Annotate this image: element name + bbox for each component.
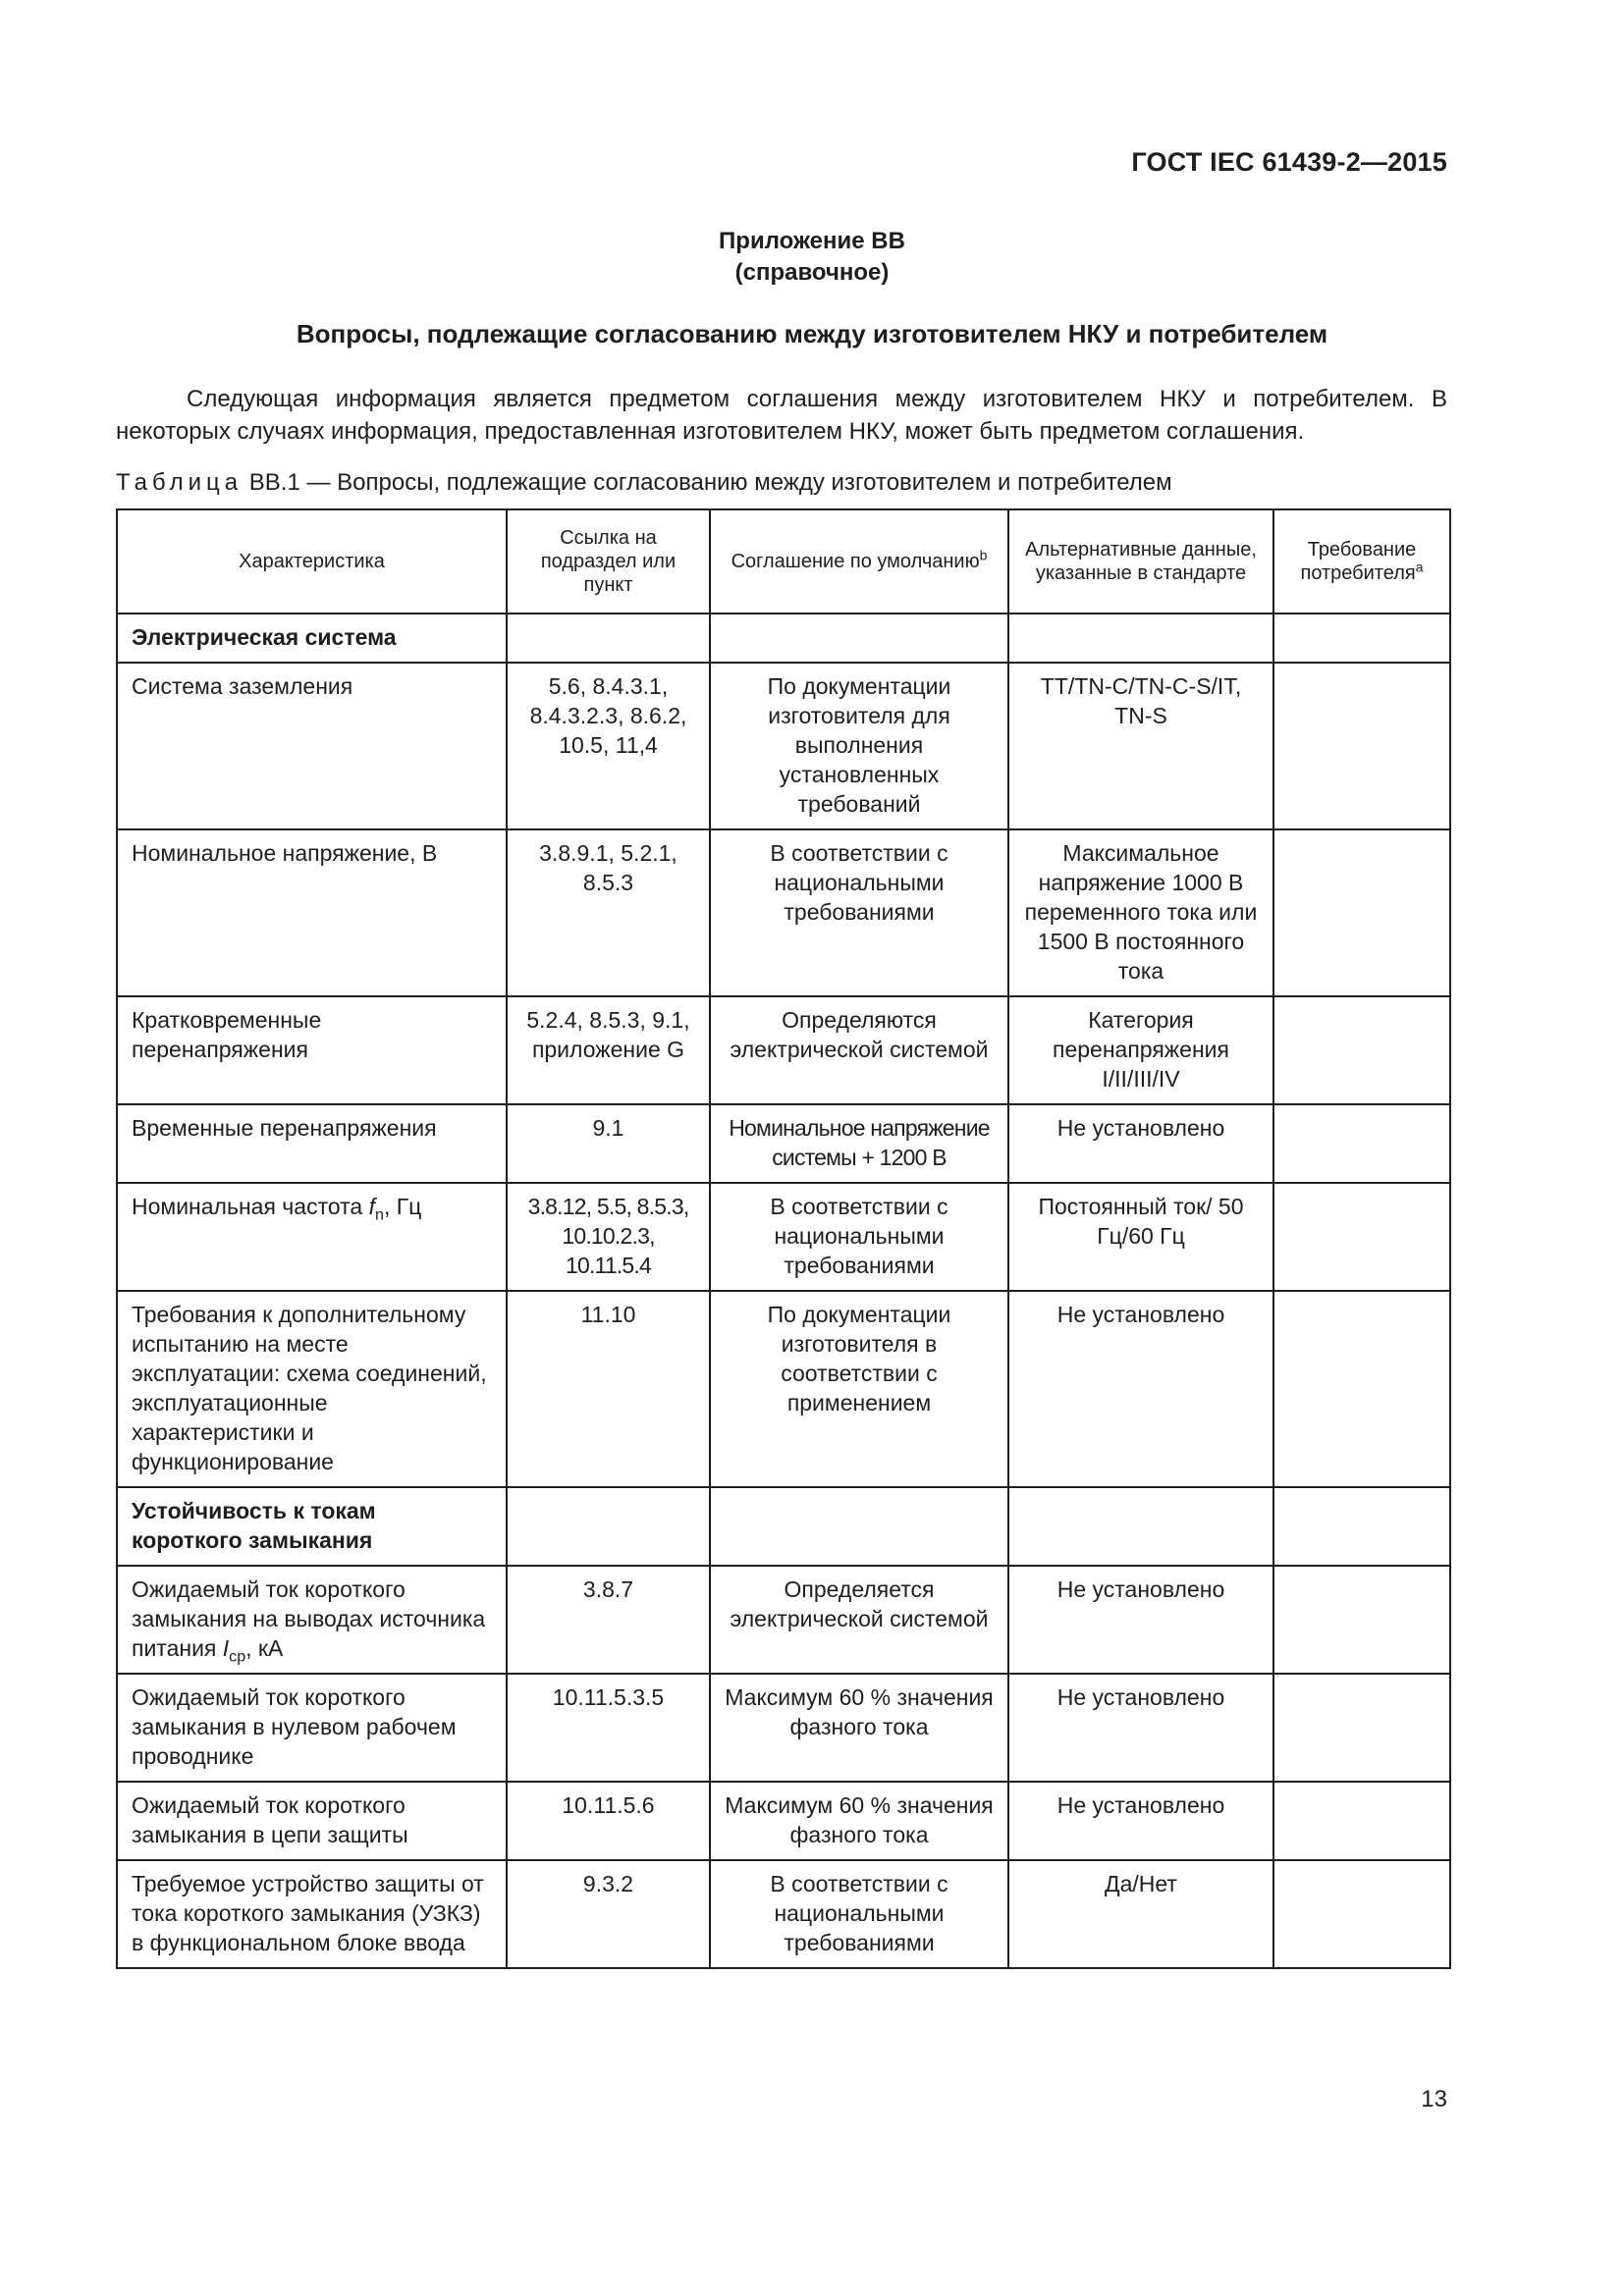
header-reference: Ссылка на подраздел или пункт	[507, 509, 710, 614]
group-short-circuit: Устойчивость к токам короткого замыкания	[117, 1487, 507, 1566]
table-cell	[507, 1487, 710, 1566]
annex-title: Приложение ВВ	[719, 228, 905, 254]
cell-characteristic-text: Ожидаемый ток короткого замыкания на выводах источника питания	[132, 1576, 486, 1661]
table-caption	[116, 469, 1172, 497]
cell-reference: 11.10	[507, 1291, 710, 1487]
table-cell	[1273, 1487, 1450, 1566]
cell-reference: 9.3.2	[507, 1860, 710, 1968]
table-cell	[1008, 1487, 1273, 1566]
header-requirement-note: a	[1415, 559, 1424, 575]
cell-characteristic: Требования к дополнительному испытанию на месте эксплуатации: схема соединений, эксплуатационные характеристики и функционирование	[117, 1291, 507, 1487]
cell-default: Определяются электрической системой	[710, 996, 1008, 1104]
cell-alternatives: Категория перенапряжения I/II/III/IV	[1008, 996, 1273, 1104]
cell-reference: 3.8.9.1, 5.2.1, 8.5.3	[507, 829, 710, 996]
cell-characteristic: Номинальное напряжение, В	[117, 829, 507, 996]
cell-alternatives: Не установлено	[1008, 1674, 1273, 1782]
cell-requirement	[1273, 996, 1450, 1104]
cell-requirement	[1273, 1674, 1450, 1782]
group-row	[117, 614, 1450, 663]
cell-default: По документации изготовителя для выполнения установленных требований	[710, 663, 1008, 829]
frequency-subscript: n	[374, 1205, 384, 1224]
cell-default: Максимум 60 % значения фазного тока	[710, 1782, 1008, 1860]
annex-status: (справочное)	[734, 259, 890, 286]
table-cell	[1273, 614, 1450, 663]
header-default-note: b	[979, 547, 988, 563]
table-row	[117, 1674, 1450, 1782]
cell-characteristic-text: Номинальная частота	[132, 1194, 369, 1219]
cell-requirement	[1273, 829, 1450, 996]
group-row	[117, 1487, 1450, 1566]
table-cell	[507, 614, 710, 663]
cell-requirement	[1273, 1782, 1450, 1860]
cell-default: По документации изготовителя в соответствии с применением	[710, 1291, 1008, 1487]
cell-characteristic	[117, 1183, 507, 1291]
table-row	[117, 996, 1450, 1104]
cell-alternatives: Постоянный ток/ 50 Гц/60 Гц	[1008, 1183, 1273, 1291]
cell-alternatives: Не установлено	[1008, 1782, 1273, 1860]
header-alternatives: Альтернативные данные, указанные в стандарте	[1008, 509, 1273, 614]
cell-alternatives: Максимальное напряжение 1000 В переменного тока или 1500 В постоянного тока	[1008, 829, 1273, 996]
cell-default: Максимум 60 % значения фазного тока	[710, 1674, 1008, 1782]
table-row	[117, 1104, 1450, 1183]
table-row	[117, 1782, 1450, 1860]
cell-characteristic: Ожидаемый ток короткого замыкания в цепи защиты	[117, 1782, 507, 1860]
table-row	[117, 829, 1450, 996]
table-row	[117, 1566, 1450, 1674]
cell-requirement	[1273, 1566, 1450, 1674]
cell-requirement	[1273, 663, 1450, 829]
header-default-text: Соглашение по умолчанию	[731, 551, 980, 572]
cell-reference: 5.6, 8.4.3.1, 8.4.3.2.3, 8.6.2, 10.5, 11,4	[507, 663, 710, 829]
cell-alternatives: Не установлено	[1008, 1566, 1273, 1674]
current-symbol: I	[222, 1635, 230, 1661]
table-header-row	[117, 509, 1450, 614]
cell-requirement	[1273, 1860, 1450, 1968]
cell-characteristic-unit: , Гц	[383, 1194, 422, 1219]
cell-reference: 5.2.4, 8.5.3, 9.1, приложение G	[507, 996, 710, 1104]
cell-characteristic: Ожидаемый ток короткого замыкания в нулевом рабочем проводнике	[117, 1674, 507, 1782]
current-subscript: cp	[229, 1647, 246, 1666]
group-electrical-system: Электрическая система	[117, 614, 507, 663]
cell-default: В соответствии с национальными требованиями	[710, 1183, 1008, 1291]
cell-reference: 10.11.5.3.5	[507, 1674, 710, 1782]
cell-requirement	[1273, 1291, 1450, 1487]
cell-characteristic: Система заземления	[117, 663, 507, 829]
table-row	[117, 1291, 1450, 1487]
header-requirement	[1273, 509, 1450, 614]
cell-alternatives: Да/Нет	[1008, 1860, 1273, 1968]
cell-characteristic: Кратковременные перенапряжения	[117, 996, 507, 1104]
cell-default: Определяется электрической системой	[710, 1566, 1008, 1674]
cell-characteristic	[117, 1566, 507, 1674]
standard-code: ГОСТ IEC 61439-2—2015	[1131, 147, 1447, 177]
header-characteristic: Характеристика	[117, 509, 507, 614]
cell-default: В соответствии с национальными требованиями	[710, 829, 1008, 996]
table-cell	[710, 614, 1008, 663]
cell-alternatives: TT/TN-C/TN-C-S/IT, TN-S	[1008, 663, 1273, 829]
cell-alternatives: Не установлено	[1008, 1291, 1273, 1487]
cell-reference: 10.11.5.6	[507, 1782, 710, 1860]
page-number: 13	[1421, 2086, 1447, 2112]
cell-default: Номинальное напряжение системы + 1200 В	[710, 1104, 1008, 1183]
table-row	[117, 663, 1450, 829]
table-caption-prefix: Таблица	[116, 469, 244, 496]
header-default	[710, 509, 1008, 614]
intro-paragraph: Следующая информация является предметом соглашения между изготовителем НКУ и потребителем. В некоторых случаях информация, предоставленная изготовителем НКУ, может быть предметом соглашения.	[116, 386, 1447, 445]
cell-characteristic-unit: , кА	[245, 1635, 284, 1661]
frequency-symbol: f	[368, 1194, 375, 1219]
cell-default: В соответствии с национальными требованиями	[710, 1860, 1008, 1968]
table-row	[117, 1860, 1450, 1968]
header-requirement-text: Требование потребителя	[1300, 539, 1417, 584]
cell-characteristic: Временные перенапряжения	[117, 1104, 507, 1183]
cell-characteristic: Требуемое устройство защиты от тока короткого замыкания (УЗКЗ) в функциональном блоке ввода	[117, 1860, 507, 1968]
agreement-table	[116, 508, 1451, 1969]
cell-reference: 9.1	[507, 1104, 710, 1183]
cell-alternatives: Не установлено	[1008, 1104, 1273, 1183]
table-cell	[1008, 614, 1273, 663]
table-row	[117, 1183, 1450, 1291]
cell-requirement	[1273, 1104, 1450, 1183]
section-title: Вопросы, подлежащие согласованию между изготовителем НКУ и потребителем	[296, 319, 1328, 348]
table-caption-text: ВВ.1 — Вопросы, подлежащие согласованию между изготовителем и потребителем	[248, 469, 1172, 496]
cell-reference: 3.8.12, 5.5, 8.5.3, 10.10.2.3, 10.11.5.4	[507, 1183, 710, 1291]
cell-reference: 3.8.7	[507, 1566, 710, 1674]
cell-requirement	[1273, 1183, 1450, 1291]
table-cell	[710, 1487, 1008, 1566]
